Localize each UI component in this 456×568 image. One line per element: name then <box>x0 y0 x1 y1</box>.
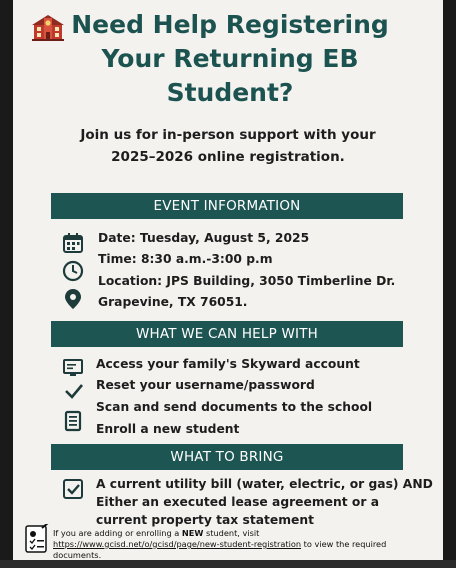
bring-line-3: current property tax statement <box>96 513 315 527</box>
bottom-strip <box>0 560 456 568</box>
help-item: Enroll a new student <box>96 422 240 436</box>
event-location-line-1: Location: JPS Building, 3050 Timberline Dr. <box>98 274 396 288</box>
event-info-heading: EVENT INFORMATION <box>51 193 403 219</box>
subtitle-line-2: 2025–2026 online registration. <box>111 149 345 165</box>
help-item: Access your family's Skyward account <box>96 357 360 371</box>
computer-icon <box>62 356 84 378</box>
event-location-line-2: Grapevine, TX 76051. <box>98 295 248 309</box>
checkbox-icon <box>62 478 84 500</box>
checklist-icon <box>25 524 49 554</box>
flyer-page <box>13 0 443 560</box>
title-line-1: Need Help Registering <box>71 10 389 39</box>
subtitle-line-1: Join us for in-person support with your <box>80 127 376 143</box>
footnote-middle: student, visit <box>203 528 260 538</box>
registration-link[interactable]: https://www.gcisd.net/o/gcisd/page/new-student-registration <box>53 539 302 549</box>
footnote-suffix: to view the required documents. <box>53 539 387 560</box>
help-item: Scan and send documents to the school <box>96 400 373 414</box>
location-pin-icon <box>62 288 84 310</box>
event-time: Time: 8:30 a.m.-3:00 p.m <box>98 252 273 266</box>
school-icon <box>31 12 65 42</box>
help-heading: WHAT WE CAN HELP WITH <box>51 321 403 347</box>
bring-line-1: A current utility bill (water, electric, or gas) AND <box>96 477 433 491</box>
document-icon <box>62 410 84 432</box>
footnote-new: NEW <box>181 528 204 538</box>
subtitle <box>53 124 403 168</box>
bring-line-2: Either an executed lease agreement or a <box>96 495 380 509</box>
clock-icon <box>62 260 84 282</box>
calendar-icon <box>62 232 84 254</box>
footnote-prefix: If you are adding or enrolling a <box>53 528 182 538</box>
title-line-3: Student? <box>166 78 294 107</box>
footnote <box>53 528 423 560</box>
help-item: Reset your username/password <box>96 378 315 392</box>
checkmark-icon <box>63 380 85 402</box>
title-line-2: Your Returning EB <box>101 44 359 73</box>
bring-heading: WHAT TO BRING <box>51 444 403 470</box>
page-title <box>65 8 395 110</box>
event-date: Date: Tuesday, August 5, 2025 <box>98 231 310 245</box>
